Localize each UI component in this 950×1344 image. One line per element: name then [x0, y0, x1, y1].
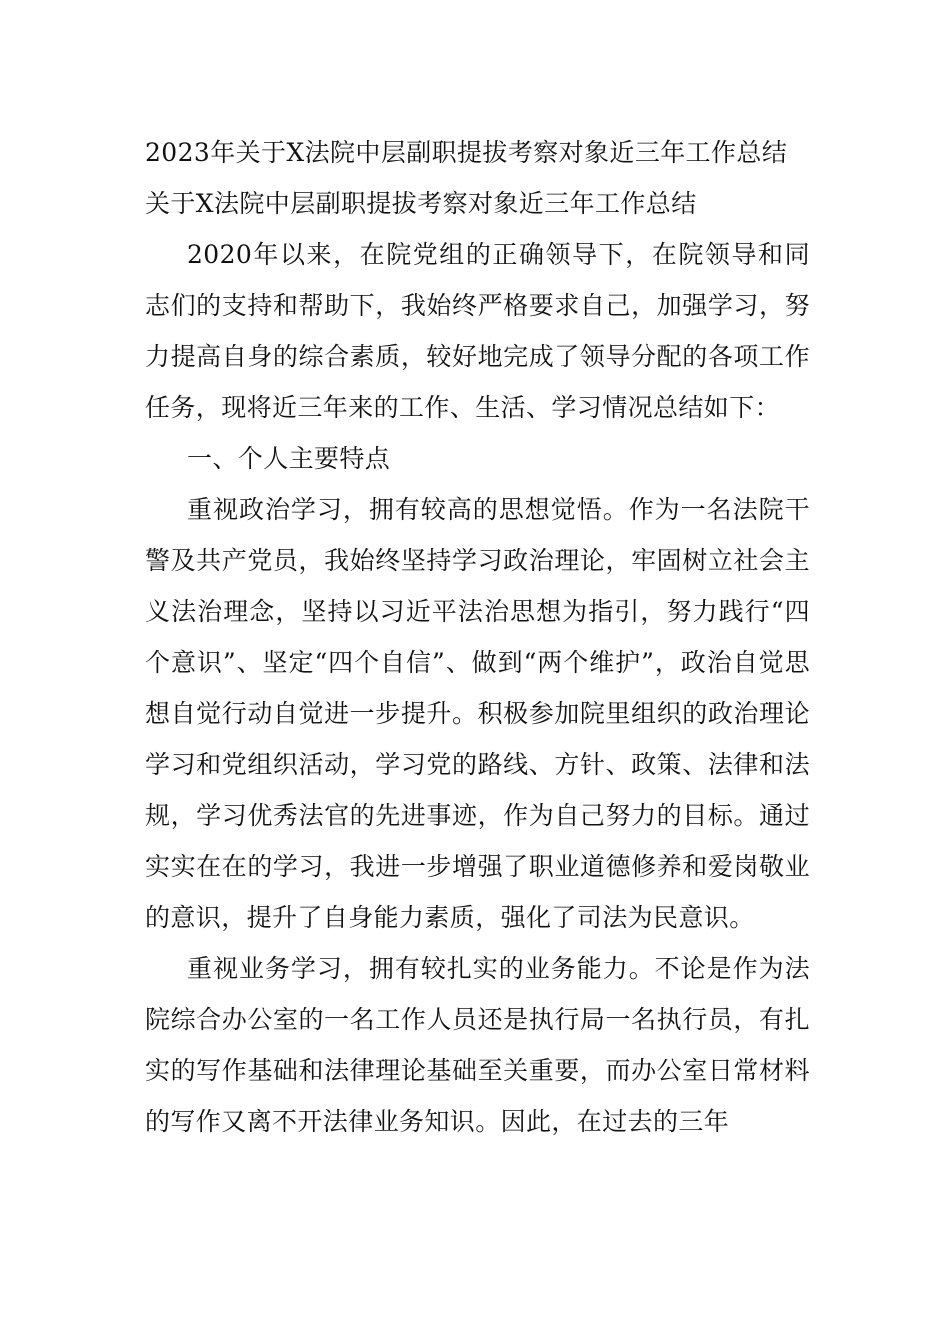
- document-subtitle: 关于X法院中层副职提拔考察对象近三年工作总结: [145, 189, 697, 218]
- document-title: 2023年关于X法院中层副职提拔考察对象近三年工作总结: [145, 138, 788, 167]
- intro-paragraph: 2020年以来，在院党组的正确领导下，在院领导和同志们的支持和帮助下，我始终严格要求自己，加强学习，努力提高自身的综合素质，较好地完成了领导分配的各项工作任务，现将近三年来的工作、生活、学习情况总结如下：: [145, 240, 810, 422]
- business-study-paragraph: 重视业务学习，拥有较扎实的业务能力。不论是作为法院综合办公室的一名工作人员还是执行局一名执行员，有扎实的写作基础和法律理论基础至关重要，而办公室日常材料的写作又离不开法律业务知识。因此，在过去的三年: [145, 954, 810, 1136]
- document-body: [145, 127, 810, 1147]
- section-heading-1: 一、个人主要特点: [187, 444, 391, 473]
- political-study-paragraph: 重视政治学习，拥有较高的思想觉悟。作为一名法院干警及共产党员，我始终坚持学习政治理论，牢固树立社会主义法治理念，坚持以习近平法治思想为指引，努力践行“四个意识”、坚定“四个自信”、做到“两个维护”，政治自觉思想自觉行动自觉进一步提升。积极参加院里组织的政治理论学习和党组织活动，学习党的路线、方针、政策、法律和法规，学习优秀法官的先进事迹，作为自己努力的目标。通过实实在在的学习，我进一步增强了职业道德修养和爱岗敬业的意识，提升了自身能力素质，强化了司法为民意识。: [145, 495, 810, 932]
